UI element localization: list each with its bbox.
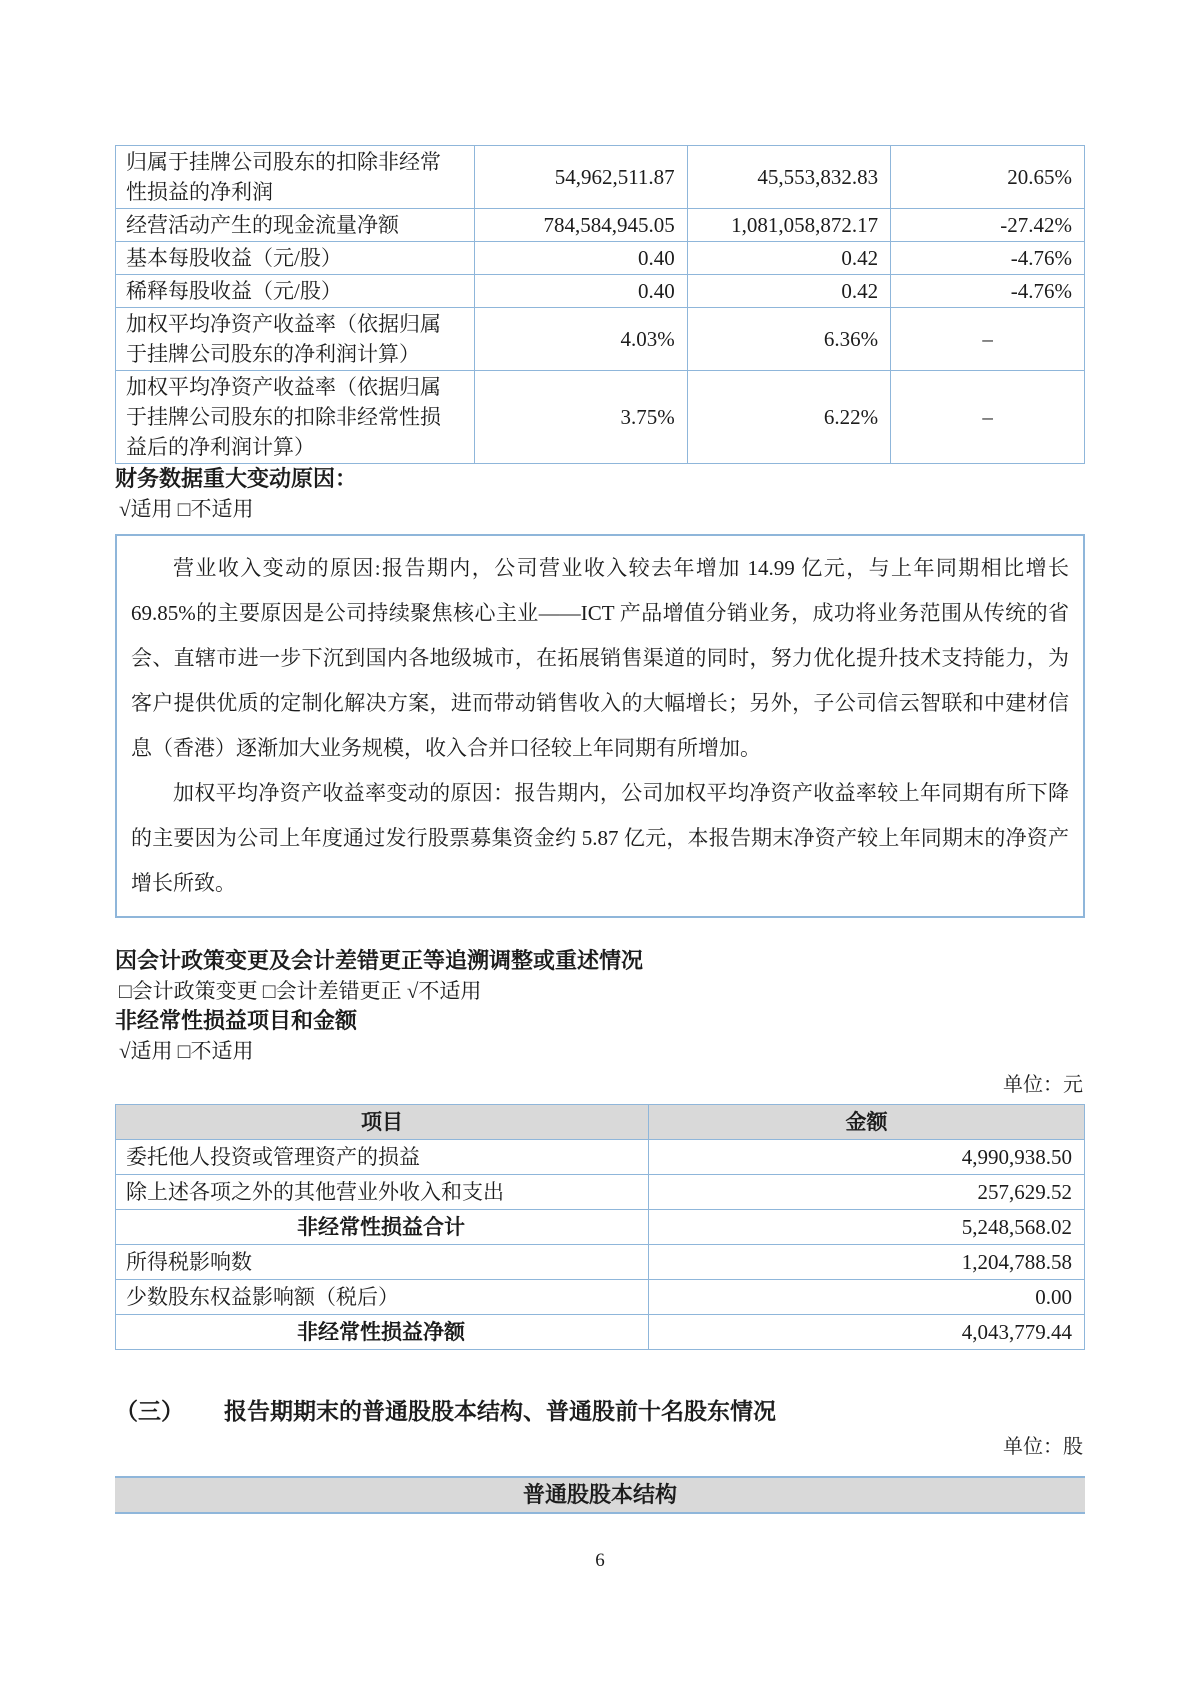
table-row [116,1280,1085,1315]
section-title: 报告期期末的普通股股本结构、普通股前十名股东情况 [224,1399,776,1424]
column-header-item: 项目 [116,1105,649,1140]
item-cell: 少数股东权益影响额（税后） [116,1280,649,1315]
prior-period-value: 0.42 [687,242,890,275]
key-financials-table [115,145,1085,464]
applicability-options: □会计政策变更 □会计差错更正 √不适用 [119,979,482,1003]
item-cell: 所得税影响数 [116,1245,649,1280]
amount-cell: 257,629.52 [648,1175,1084,1210]
unit-label-yuan: 单位：元 [1003,1074,1083,1096]
subtotal-row [116,1210,1085,1245]
change-value: 20.65% [891,146,1085,209]
current-period-value: 3.75% [474,371,687,464]
current-period-value: 784,584,945.05 [474,209,687,242]
item-cell: 非经常性损益净额 [116,1315,649,1350]
table-row [116,1175,1085,1210]
financial-row [116,371,1085,464]
page-number: 6 [595,1550,605,1571]
current-period-value: 54,962,511.87 [474,146,687,209]
prior-period-value: 0.42 [687,275,890,308]
change-value: – [891,308,1085,371]
current-period-value: 0.40 [474,275,687,308]
financial-row [116,308,1085,371]
section-heading-restatement: 因会计政策变更及会计差错更正等追溯调整或重述情况 [115,948,644,973]
share-structure-table-header: 普通股股本结构 [115,1476,1085,1514]
change-value: – [891,371,1085,464]
section-heading-nonrecurring: 非经常性损益项目和金额 [115,1008,358,1033]
metric-label: 加权平均净资产收益率（依据归属于挂牌公司股东的净利润计算） [116,308,475,371]
table-header-row [116,1105,1085,1140]
financial-row [116,242,1085,275]
table-row [116,1245,1085,1280]
current-period-value: 0.40 [474,242,687,275]
applicability-options: √适用 □不适用 [119,1039,254,1063]
reason-paragraph-revenue: 营业收入变动的原因:报告期内，公司营业收入较去年增加 14.99 亿元，与上年同期相比增长 69.85%的主要原因是公司持续聚焦核心主业——ICT 产品增值分销业务，成功将业务范围从传统的省会、直辖市进一步下沉到国内各地级城市，在拓展销售渠道的同时，努力优化提升技术支持能力，为客户提供优质的定制化解决方案，进而带动销售收入的大幅增长；另外，子公司信云智联和中建材信息（香港）逐渐加大业务规模，收入合并口径较上年同期有所增加。 [131,556,1069,760]
nonrecurring-items-table [115,1104,1085,1350]
metric-label: 经营活动产生的现金流量净额 [116,209,475,242]
table-row [116,1140,1085,1175]
section-heading-change-reason: 财务数据重大变动原因： [115,466,358,491]
item-cell: 除上述各项之外的其他营业外收入和支出 [116,1175,649,1210]
subtotal-row [116,1315,1085,1350]
section-number: （三） [115,1399,184,1424]
metric-label: 加权平均净资产收益率（依据归属于挂牌公司股东的扣除非经常性损益后的净利润计算） [116,371,475,464]
prior-period-value: 1,081,058,872.17 [687,209,890,242]
unit-label-shares: 单位：股 [1003,1436,1083,1458]
current-period-value: 4.03% [474,308,687,371]
metric-label: 归属于挂牌公司股东的扣除非经常性损益的净利润 [116,146,475,209]
change-value: -4.76% [891,275,1085,308]
section-heading-share-structure [115,1396,1085,1428]
item-cell: 非经常性损益合计 [116,1210,649,1245]
applicability-options: √适用 □不适用 [119,497,254,521]
column-header-amount: 金额 [648,1105,1084,1140]
prior-period-value: 6.22% [687,371,890,464]
change-value: -4.76% [891,242,1085,275]
change-value: -27.42% [891,209,1085,242]
metric-label: 基本每股收益（元/股） [116,242,475,275]
amount-cell: 4,990,938.50 [648,1140,1084,1175]
financial-row [116,209,1085,242]
financial-row [116,146,1085,209]
prior-period-value: 6.36% [687,308,890,371]
item-cell: 委托他人投资或管理资产的损益 [116,1140,649,1175]
prior-period-value: 45,553,832.83 [687,146,890,209]
metric-label: 稀释每股收益（元/股） [116,275,475,308]
amount-cell: 4,043,779.44 [648,1315,1084,1350]
amount-cell: 5,248,568.02 [648,1210,1084,1245]
amount-cell: 1,204,788.58 [648,1245,1084,1280]
financial-row [116,275,1085,308]
amount-cell: 0.00 [648,1280,1084,1315]
reason-paragraph-roe: 加权平均净资产收益率变动的原因：报告期内，公司加权平均净资产收益率较上年同期有所下降的主要因为公司上年度通过发行股票募集资金约 5.87 亿元，本报告期末净资产较上年同期末的净资产增长所致。 [131,781,1069,895]
change-reason-textbox [115,534,1085,918]
